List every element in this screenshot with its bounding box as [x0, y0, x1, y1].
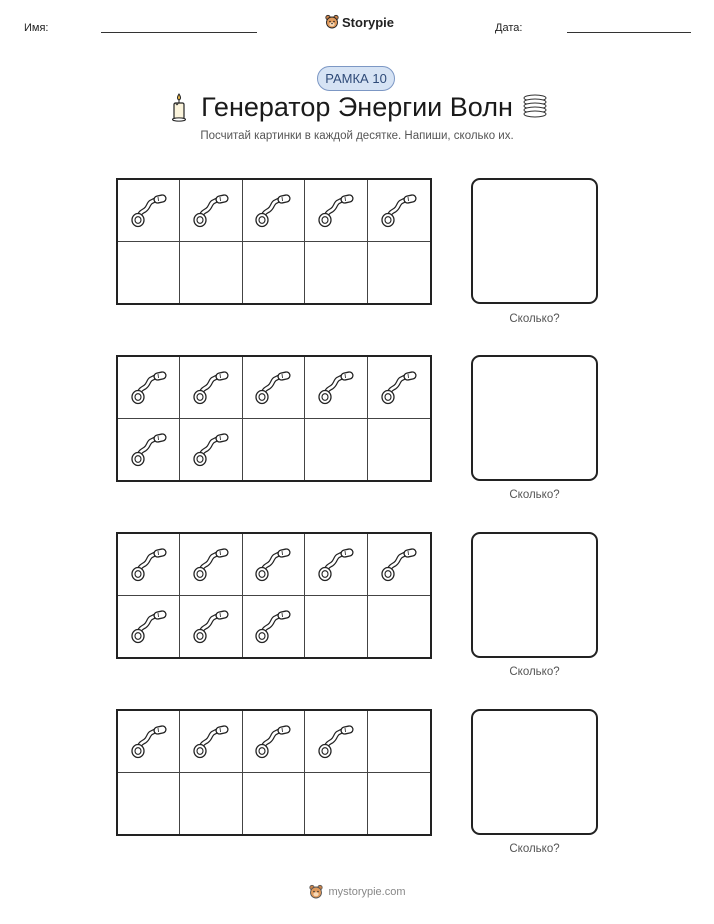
- frame-cell: [368, 242, 430, 304]
- ten-frame: [116, 709, 432, 836]
- frame-cell: [243, 534, 305, 596]
- frame-cell: [118, 711, 180, 773]
- frame-cell: [368, 180, 430, 242]
- frame-cell: [368, 596, 430, 658]
- answer-label: Сколько?: [509, 666, 560, 678]
- hand-crank-icon: [190, 190, 232, 230]
- ten-frame: [116, 178, 432, 305]
- hand-crank-icon: [190, 429, 232, 469]
- frame-cell: [305, 357, 367, 419]
- frame-cell: [368, 534, 430, 596]
- answer-box[interactable]: [471, 709, 598, 835]
- frame-cell: [305, 180, 367, 242]
- frame-cell: [305, 711, 367, 773]
- frame-cell: [243, 180, 305, 242]
- frame-cell: [305, 419, 367, 481]
- hand-crank-icon: [252, 190, 294, 230]
- frame-cell: [118, 180, 180, 242]
- page-title: Генератор Энергии Волн: [201, 92, 513, 122]
- answer-box[interactable]: [471, 178, 598, 304]
- hand-crank-icon: [128, 367, 170, 407]
- hand-crank-icon: [315, 367, 357, 407]
- hand-crank-icon: [128, 429, 170, 469]
- hand-crank-icon: [252, 606, 294, 646]
- frame-cell: [180, 242, 242, 304]
- hand-crank-icon: [378, 544, 420, 584]
- hand-crank-icon: [128, 606, 170, 646]
- name-label: Имя:: [24, 22, 49, 34]
- frame-cell: [305, 773, 367, 835]
- answer-box[interactable]: [471, 532, 598, 658]
- name-field[interactable]: [101, 32, 257, 33]
- frame-cell: [180, 596, 242, 658]
- frame-cell: [368, 357, 430, 419]
- frame-cell: [118, 242, 180, 304]
- hand-crank-icon: [252, 367, 294, 407]
- answer-box[interactable]: [471, 355, 598, 481]
- frame-cell: [118, 419, 180, 481]
- answer-label: Сколько?: [509, 489, 560, 501]
- frame-cell: [118, 773, 180, 835]
- ten-frame: [116, 355, 432, 482]
- frame-cell: [368, 773, 430, 835]
- frame-cell: [305, 596, 367, 658]
- frame-cell: [305, 242, 367, 304]
- date-field[interactable]: [567, 32, 691, 33]
- answer-label: Сколько?: [509, 843, 560, 855]
- footer: [0, 884, 714, 900]
- hand-crank-icon: [190, 544, 232, 584]
- coil-spring-icon: [521, 94, 549, 120]
- bear-mascot-icon: [325, 14, 339, 30]
- hand-crank-icon: [252, 544, 294, 584]
- hand-crank-icon: [252, 721, 294, 761]
- hand-crank-icon: [190, 367, 232, 407]
- frame-badge: РАМКА 10: [317, 66, 395, 91]
- frame-cell: [118, 596, 180, 658]
- frame-cell: [243, 242, 305, 304]
- frame-cell: [180, 534, 242, 596]
- frame-cell: [368, 419, 430, 481]
- frame-cell: [243, 711, 305, 773]
- frame-cell: [243, 357, 305, 419]
- hand-crank-icon: [190, 606, 232, 646]
- hand-crank-icon: [315, 721, 357, 761]
- footer-site: mystorypie.com: [328, 886, 406, 898]
- hand-crank-icon: [128, 721, 170, 761]
- frame-cell: [243, 596, 305, 658]
- frame-cell: [368, 711, 430, 773]
- frame-cell: [180, 180, 242, 242]
- frame-cell: [243, 419, 305, 481]
- hand-crank-icon: [128, 544, 170, 584]
- answer-label: Сколько?: [509, 313, 560, 325]
- hand-crank-icon: [190, 721, 232, 761]
- frame-cell: [118, 357, 180, 419]
- instructions: Посчитай картинки в каждой десятке. Напиши, сколько их.: [200, 130, 514, 142]
- brand-logo: [325, 14, 394, 30]
- ten-frame: [116, 532, 432, 659]
- frame-cell: [118, 534, 180, 596]
- hand-crank-icon: [315, 544, 357, 584]
- bear-mascot-icon: [308, 884, 324, 900]
- hand-crank-icon: [128, 190, 170, 230]
- frame-cell: [180, 419, 242, 481]
- frame-cell: [180, 773, 242, 835]
- frame-cell: [180, 357, 242, 419]
- brand-name: Storypie: [342, 14, 395, 30]
- hand-crank-icon: [315, 190, 357, 230]
- hand-crank-icon: [378, 190, 420, 230]
- frame-cell: [243, 773, 305, 835]
- hand-crank-icon: [378, 367, 420, 407]
- date-label: Дата:: [495, 22, 523, 34]
- frame-cell: [305, 534, 367, 596]
- frame-cell: [180, 711, 242, 773]
